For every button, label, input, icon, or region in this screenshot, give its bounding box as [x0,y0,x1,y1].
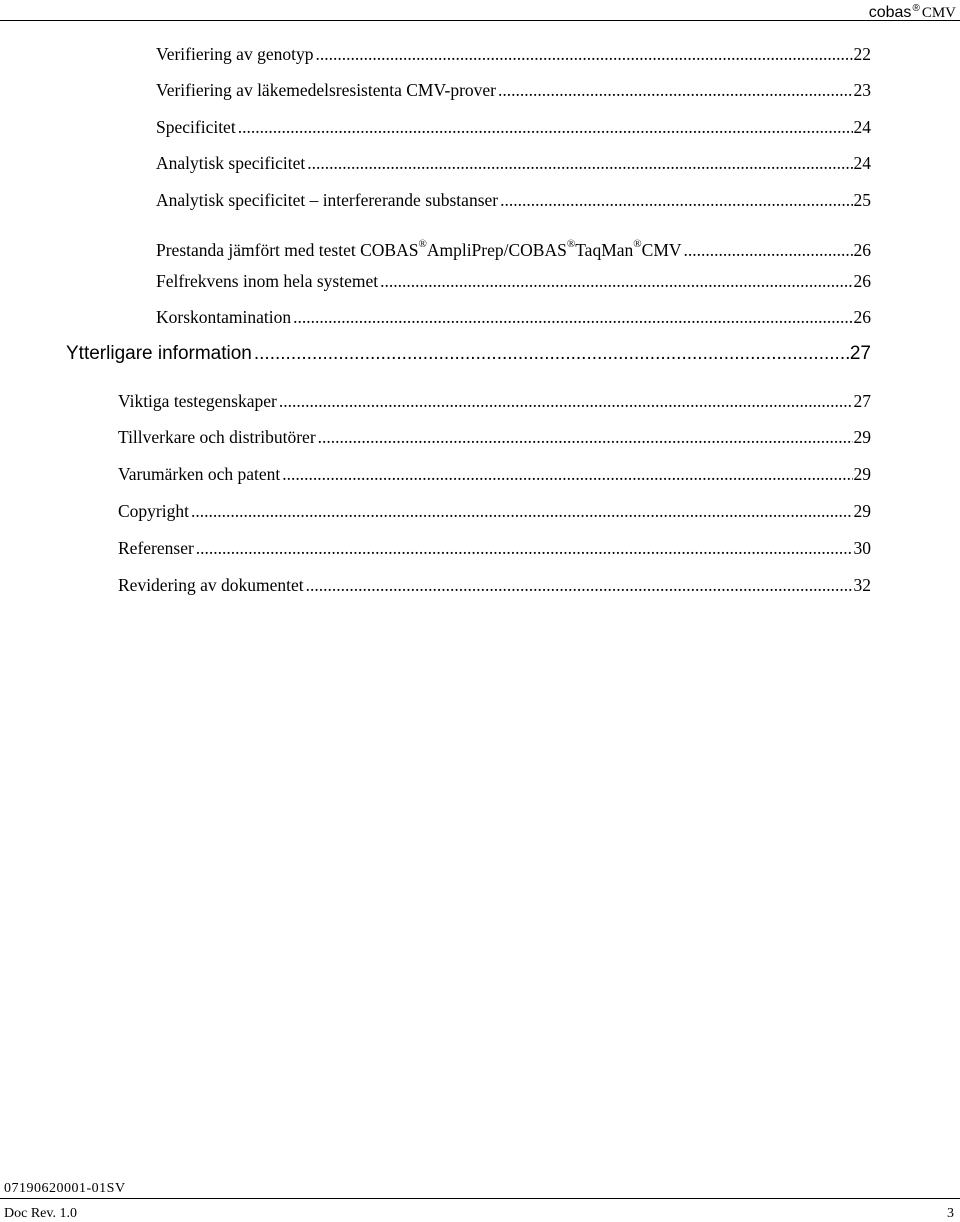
toc-entry-page: 24 [853,153,871,173]
toc-entry-title: Analytisk specificitet [156,153,306,173]
dot-leader [307,152,852,174]
toc-entry-page: 24 [853,117,871,137]
toc-entry-page: 32 [853,575,871,595]
dot-leader [684,239,853,261]
toc-entry-title: Felfrekvens inom hela systemet [156,271,379,291]
toc-entry-prestanda[interactable] [156,233,871,261]
toc-entry-page: 27 [849,343,871,364]
page-header [0,0,960,22]
toc-entry-page: 25 [853,190,871,210]
toc-entry-page: 29 [853,501,871,521]
toc-entry-title: Prestanda jämfört med testet COBAS®AmpliPrep/COBAS®TaqMan®CMV [156,238,682,260]
toc-entry-title: Korskontamination [156,307,292,327]
toc-entry-page: 26 [853,307,871,327]
toc-entry-page: 26 [853,271,871,291]
footer-divider [0,1198,960,1199]
toc-entry-page: 27 [853,391,871,411]
toc-entry-interfererande-substanser[interactable] [156,189,871,211]
dot-leader [196,537,853,559]
toc-entry-title: Ytterligare information [66,343,252,364]
toc-entry-page: 29 [853,464,871,484]
toc-entry-page: 29 [853,427,871,447]
dot-leader [293,306,852,328]
toc-entry-copyright[interactable] [118,500,871,522]
dot-leader [282,463,852,485]
toc-entry-varumarken[interactable] [118,463,871,485]
toc-entry-page: 22 [853,44,871,64]
brand-name: cobas [868,4,912,21]
toc-entry-tillverkare[interactable] [118,426,871,448]
toc-entry-title: Varumärken och patent [118,464,281,484]
dot-leader [254,343,849,365]
toc-entry-page: 30 [853,538,871,558]
page-number: 3 [947,1206,954,1221]
toc-entry-page: 23 [853,80,871,100]
page-footer [0,1178,960,1221]
toc-entry-title: Tillverkare och distributörer [118,427,316,447]
dot-leader [500,189,852,211]
dot-leader [279,390,853,412]
toc-entry-felfrekvens[interactable] [156,270,871,292]
toc-entry-verifiering-genotyp[interactable] [156,43,871,65]
dot-leader [315,43,852,65]
document-revision: Doc Rev. 1.0 [4,1206,77,1221]
dot-leader [498,79,852,101]
dot-leader [380,270,852,292]
toc-entry-korskontamination[interactable] [156,306,871,328]
registered-mark: ® [912,3,920,14]
toc-entry-title: Copyright [118,501,189,521]
toc-entry-viktiga-testegenskaper[interactable] [118,390,871,412]
toc-entry-verifiering-lakemedel[interactable] [156,79,871,101]
toc-entry-title: Analytisk specificitet – interfererande substanser [156,190,499,210]
registered-mark: ® [418,238,427,250]
document-number: 07190620001-01SV [4,1181,126,1196]
toc-entry-title: Verifiering av genotyp [156,44,314,64]
registered-mark: ® [633,238,642,250]
toc-entry-analytisk-specificitet[interactable] [156,152,871,174]
toc-entry-page: 26 [853,240,871,260]
toc-entry-title: Revidering av dokumentet [118,575,304,595]
toc-entry-title: Verifiering av läkemedelsresistenta CMV-prover [156,80,497,100]
dot-leader [238,116,853,138]
registered-mark: ® [566,238,576,250]
dot-leader [318,426,853,448]
toc-entry-title: Viktiga testegenskaper [118,391,277,411]
product-name: CMV [921,5,956,21]
toc-entry-title: Referenser [118,538,194,558]
dot-leader [306,574,853,596]
header-brand [869,0,956,22]
toc-entry-ytterligare-information[interactable] [66,343,871,365]
toc-entry-revidering[interactable] [118,574,871,596]
toc-entry-referenser[interactable] [118,537,871,559]
header-divider [0,20,960,21]
toc-entry-title: Specificitet [156,117,236,137]
toc-entry-specificitet[interactable] [156,116,871,138]
dot-leader [191,500,853,522]
